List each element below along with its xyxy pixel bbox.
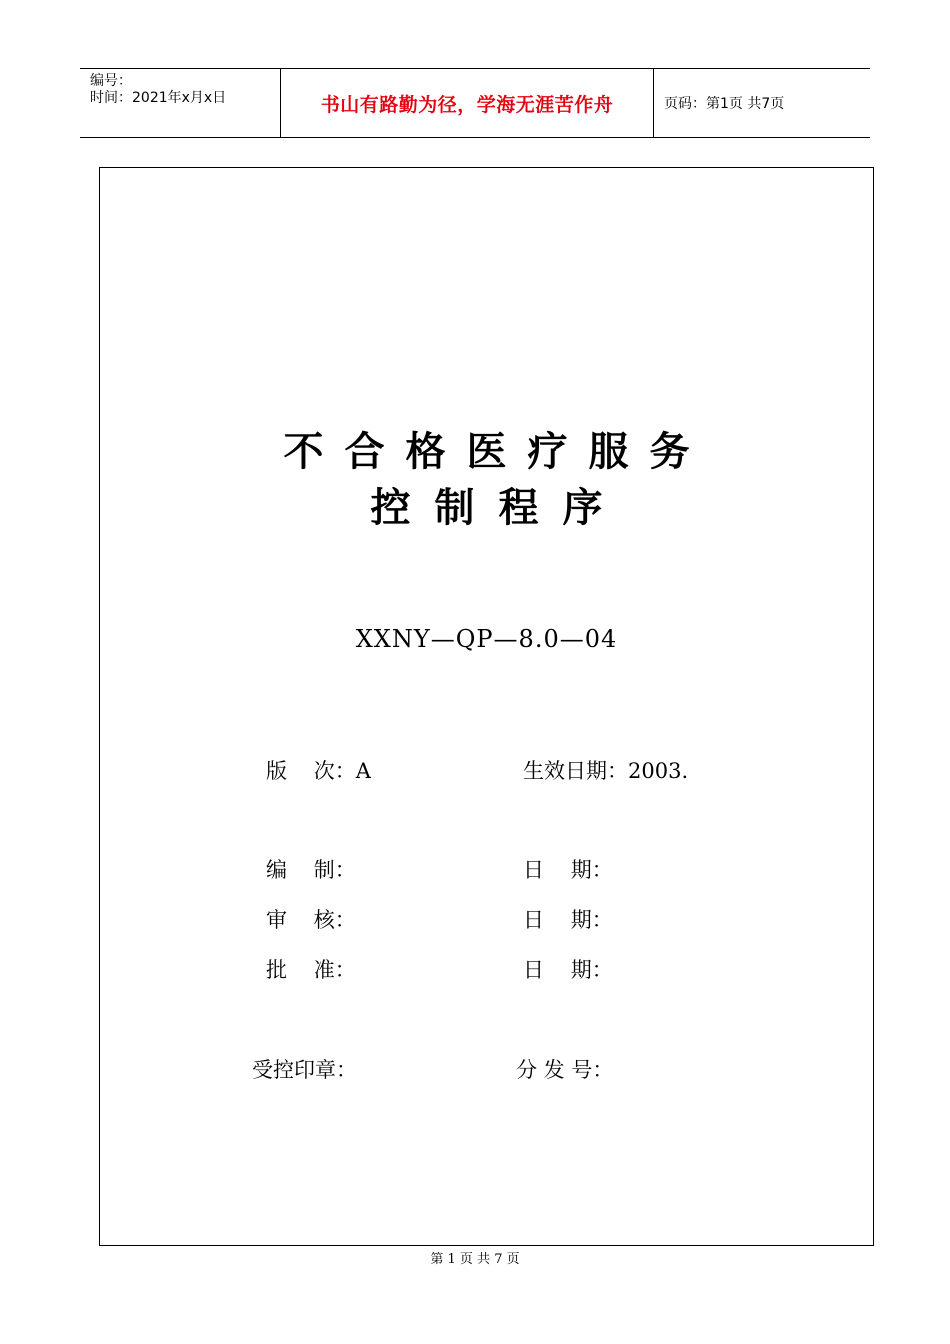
page-header <box>80 68 870 138</box>
approved-date-field: 日 期： <box>523 958 613 982</box>
reviewed-by-field: 审 核： <box>266 908 356 932</box>
document-frame <box>99 167 874 1246</box>
document-time: 时间：2021年x月x日 <box>90 90 227 106</box>
header-motto: 书山有路勤为径，学海无涯苦作舟 <box>281 69 654 137</box>
distribution-number-field: 分 发 号： <box>516 1058 614 1082</box>
document-title-line1: 不合格医疗服务 <box>283 428 711 475</box>
approved-by-field: 批 准： <box>266 958 356 982</box>
prepared-by-field: 编 制： <box>266 858 356 882</box>
prepared-date-field: 日 期： <box>523 858 613 882</box>
page-footer: 第 1 页 共 7 页 <box>430 1252 520 1267</box>
effective-date-field: 生效日期：2003. <box>523 759 689 783</box>
document-code: XXNY—QP—8.0—04 <box>355 625 618 653</box>
document-title-line2: 控制程序 <box>370 484 627 531</box>
reviewed-date-field: 日 期： <box>523 908 613 932</box>
header-meta <box>80 69 281 137</box>
document-number-label: 编号： <box>90 73 132 89</box>
header-page-info: 页码：第1页 共7页 <box>664 96 785 112</box>
version-field: 版 次：A <box>266 759 371 783</box>
controlled-seal-field: 受控印章： <box>252 1058 357 1082</box>
